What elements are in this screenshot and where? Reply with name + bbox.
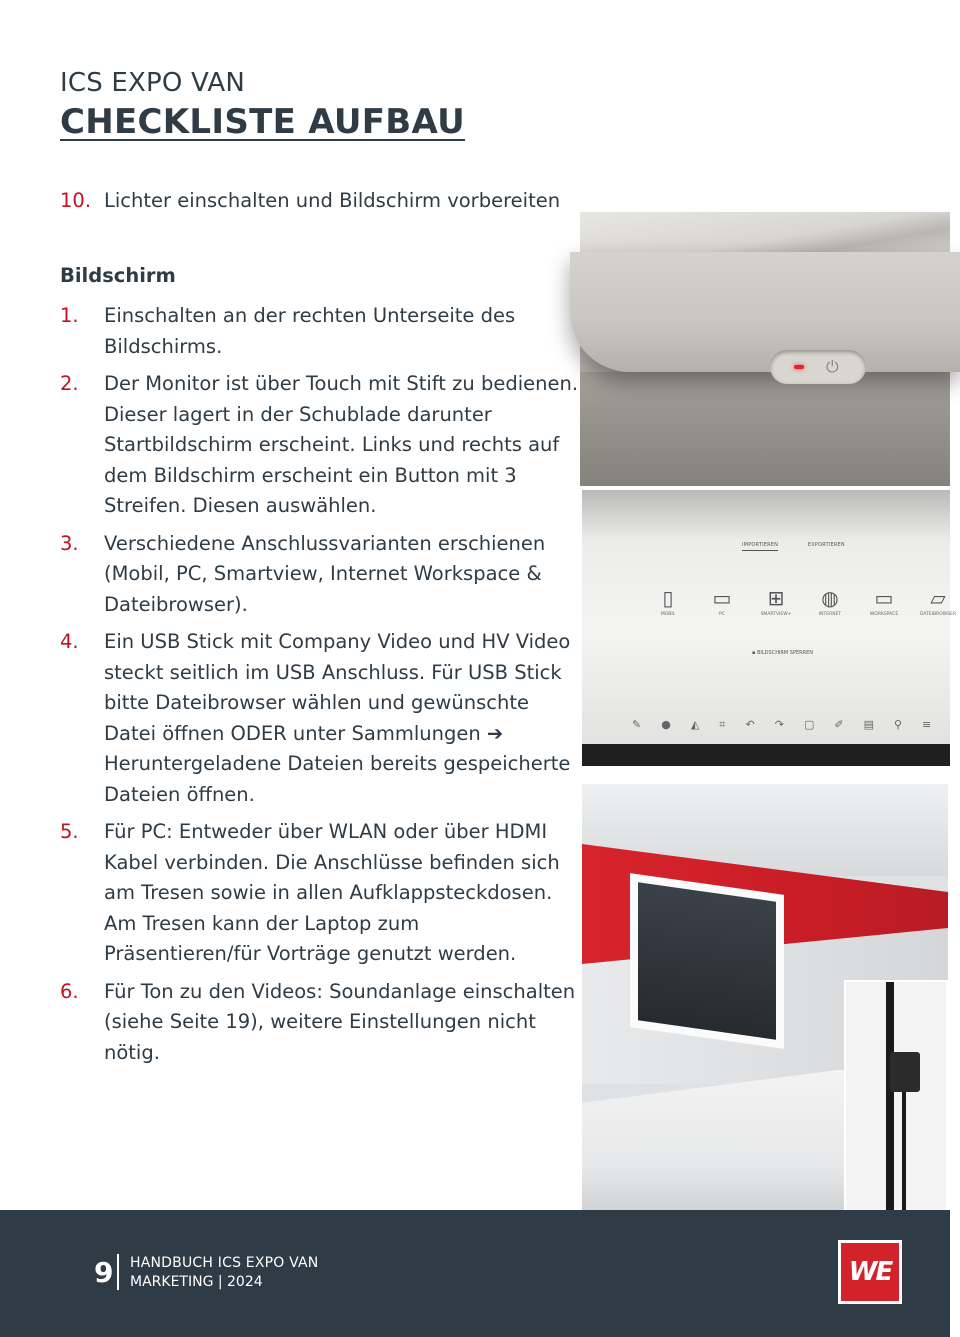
list-item-number: 3. [60, 531, 79, 555]
grid-icon: ⊞ [767, 586, 785, 610]
list-item [60, 369, 580, 522]
shapes-icon: ◭ [690, 718, 700, 731]
list-item-text: Für Ton zu den Videos: Soundanlage einschalten (siehe Seite 19), weitere Einstellungen nicht nötig. [104, 979, 576, 1064]
folder-icon: ▱ [930, 586, 946, 610]
main-step-text: Lichter einschalten und Bildschirm vorbereiten [104, 189, 561, 212]
option-smartview [756, 586, 796, 617]
power-led-icon [794, 365, 804, 369]
list-item-number: 5. [60, 820, 79, 843]
lock-icon: ▪ [752, 650, 756, 656]
list-item-text: Ein USB Stick mit Company Video und HV Video steckt seitlich im USB Anschluss. Für USB Stick bitte Dateibrowser wählen und gewünschte Datei öffnen ODER unter Sammlungen ➔ Heruntergeladene Dateien bereits gespeicherte Dateien öffnen. [104, 630, 571, 806]
select-icon: ⌗ [719, 718, 726, 731]
wall-monitor [630, 873, 784, 1049]
list-item-number: 2. [60, 372, 79, 395]
globe-icon: ◍ [821, 586, 839, 610]
main-step-number: 10. [60, 189, 92, 212]
photo-inset-socket [844, 980, 948, 1212]
frame-icon: ▢ [803, 718, 815, 731]
page-icon: ▤ [863, 718, 874, 731]
lock-screen-label [752, 650, 813, 656]
list-item-text: Der Monitor ist über Touch mit Stift zu bedienen. Dieser lagert in der Schublade darunter Startbildschirm erscheint. Links und rechts auf dem Bildschirm erscheint ein Button mit 3 Streifen. Diesen auswählen. [104, 372, 579, 517]
page-number: 9 [94, 1256, 114, 1289]
footer-divider [117, 1254, 119, 1290]
laptop-icon: ▭ [712, 586, 732, 610]
option-label: MOBIL [660, 612, 676, 617]
color-icon: ● [661, 718, 671, 731]
photo-background [580, 372, 950, 486]
cloud-laptop-icon: ▭ [874, 586, 894, 610]
option-workspace [864, 586, 904, 617]
option-label: DATEIBROWSER [919, 612, 957, 617]
monitor-bottom-bezel [582, 744, 950, 766]
tab-importieren: IMPORTIEREN [742, 542, 778, 551]
section-title: Bildschirm [60, 263, 176, 287]
menu-icon: ≡ [922, 718, 932, 731]
screen-tabs [742, 542, 873, 548]
list-item [60, 627, 580, 810]
list-item [60, 529, 580, 621]
footer-line2: MARKETING | 2024 [130, 1274, 263, 1290]
option-label: PC [719, 612, 725, 617]
phone-icon: ▯ [662, 586, 674, 610]
list-item-text: Für PC: Entweder über WLAN oder über HDMI Kabel verbinden. Die Anschlüsse befinden sich am Tresen sowie in allen Aufklappsteckdosen. Am Tresen kann der Laptop zum Präsentieren/für Vorträge genutzt werden. [104, 820, 560, 965]
screen-toolbar [632, 718, 931, 732]
list-item [60, 977, 580, 1069]
main-step [60, 186, 580, 217]
lock-label-text: BILDSCHIRM SPERREN [756, 650, 813, 656]
photo-van-interior [582, 784, 948, 1212]
screen-surface [582, 490, 957, 744]
list-item [60, 301, 580, 362]
redo-icon: ↷ [774, 718, 784, 731]
page-title: CHECKLISTE AUFBAU [60, 102, 465, 142]
content-column [60, 186, 580, 1075]
list-item-text: Einschalten an der rechten Unterseite des Bildschirms. [104, 304, 516, 358]
list-item-text: Verschiedene Anschlussvarianten erschienen (Mobil, PC, Smartview, Internet Workspace & Dateibrowser). [104, 531, 546, 616]
option-label: WORKSPACE [869, 612, 899, 617]
header-kicker: ICS EXPO VAN [60, 68, 245, 98]
power-button [770, 350, 866, 384]
option-mobil [648, 586, 688, 617]
monitor-screen [638, 882, 776, 1039]
option-label: INTERNET [818, 612, 842, 617]
option-dateibrowser [918, 586, 958, 617]
pole [886, 982, 894, 1214]
cable [902, 1092, 906, 1210]
we-logo: WE [838, 1240, 902, 1304]
edit-icon: ✐ [834, 718, 844, 731]
tab-exportieren: EXPORTIEREN [807, 542, 845, 548]
power-icon: ⏻ [826, 357, 839, 376]
page-header [60, 68, 465, 142]
footer-line1: HANDBUCH ICS EXPO VAN [130, 1255, 319, 1271]
list-item [60, 817, 580, 970]
list-item-number: 4. [60, 630, 79, 653]
photo-power-button [580, 212, 950, 486]
monitor-bezel [570, 252, 960, 372]
footer-text [130, 1254, 318, 1292]
socket-box [890, 1052, 920, 1092]
connection-options [648, 586, 958, 617]
option-internet [810, 586, 850, 617]
list-item-number: 1. [60, 304, 79, 327]
pen-icon: ✎ [632, 718, 642, 731]
option-label: SMARTVIEW+ [760, 612, 792, 617]
option-pc [702, 586, 742, 617]
list-item-number: 6. [60, 979, 79, 1003]
photo-connection-screen [582, 490, 957, 766]
undo-icon: ↶ [745, 718, 755, 731]
search-icon: ⚲ [893, 718, 903, 731]
page-footer [0, 1210, 950, 1337]
